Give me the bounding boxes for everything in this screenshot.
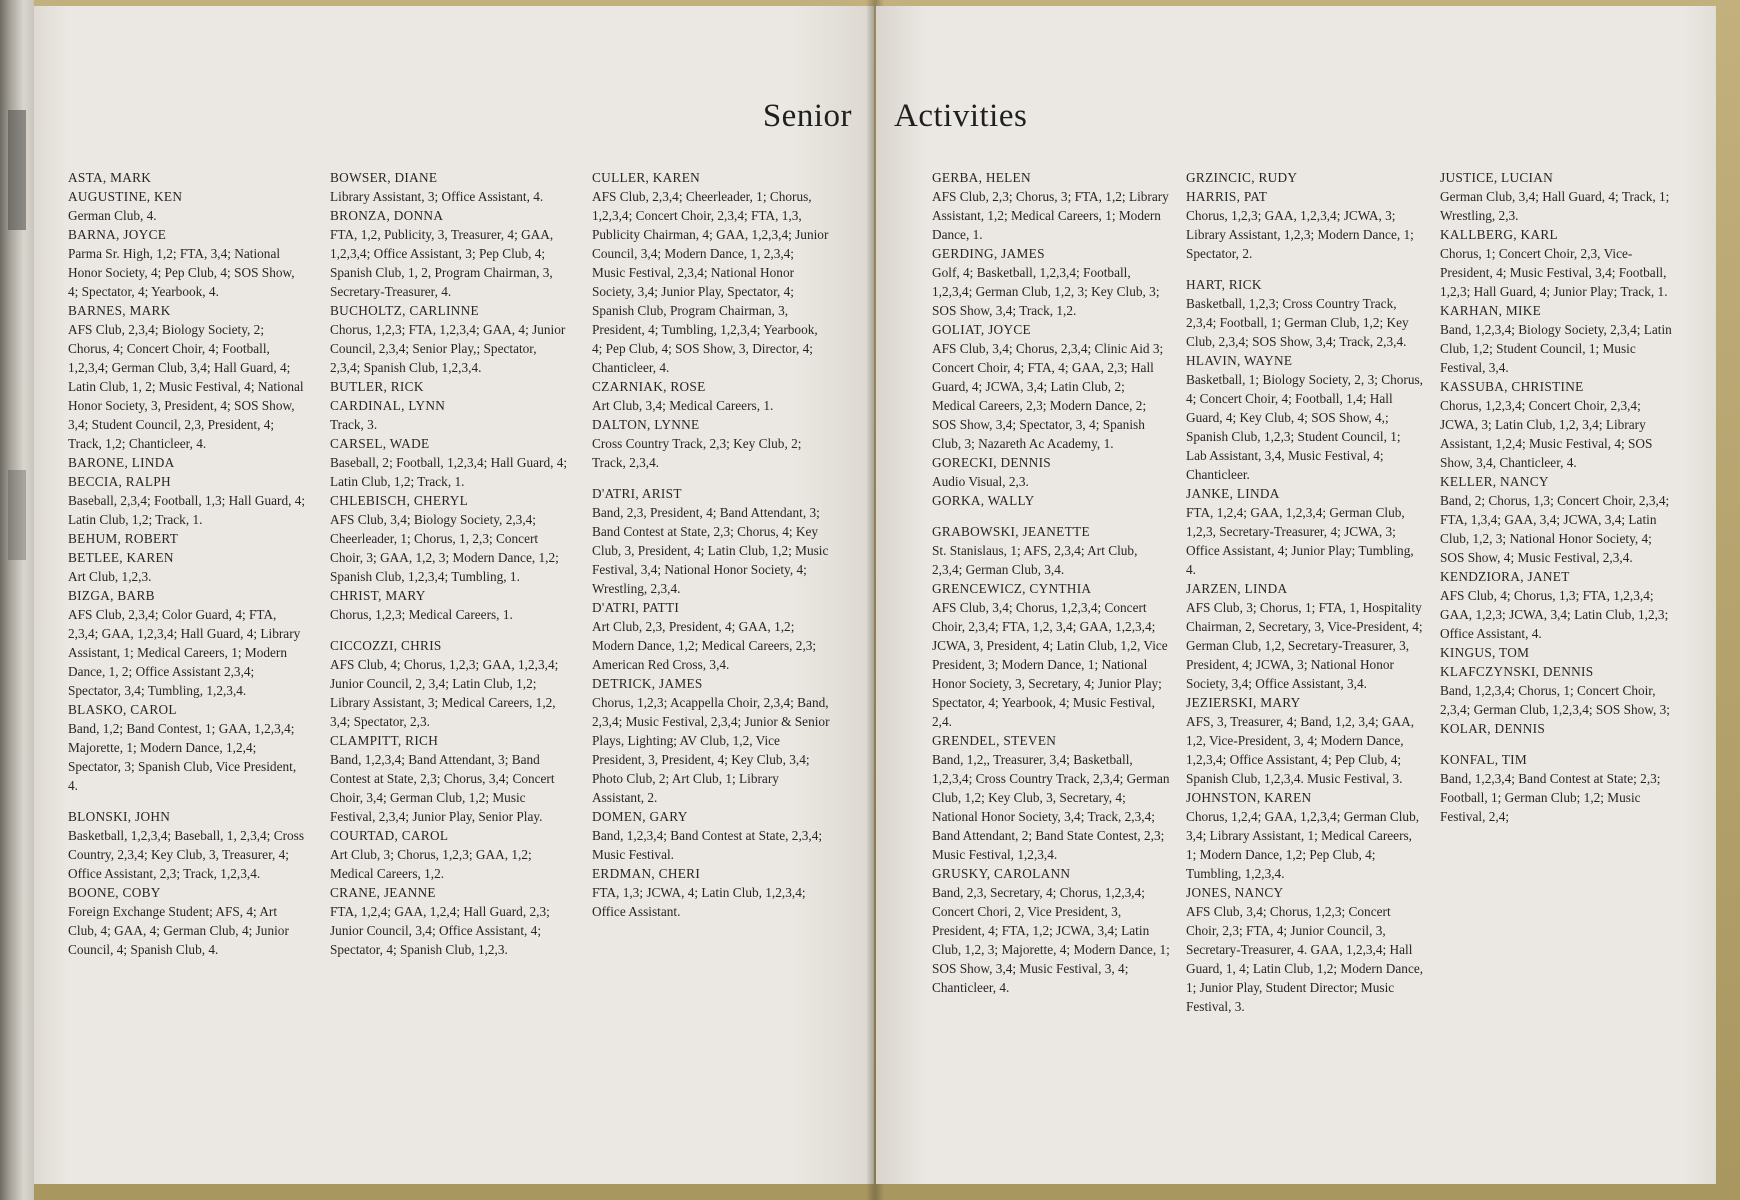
- senior-activities: AFS Club, 2,3,4; Cheerleader, 1; Chorus, 1,2,3,4; Concert Choir, 2,3,4; FTA, 1,3, Publicity Chairman, 4; GAA, 1,2,3,4; Junior Council, 3,4; Modern Dance, 1, 2,3,4; Music Festival, 2,3,4; National Honor Society, 3,4; Junior Play, Spectator, 4; Spanish Club, Program Chairman, 3, President, 4; Tumbling, 1,2,3,4; Yearbook, 4; Pep Club, 4; SOS Show, 3, Director, 4; Chanticleer, 4.: [592, 189, 829, 375]
- senior-activities: AFS Club, 3,4; Biology Society, 2,3,4; Cheerleader, 1; Chorus, 1, 2,3; Concert Choir, 3; GAA, 1,2, 3; Modern Dance, 1,2; Spanish Club, 1,2,3,4; Tumbling, 1.: [330, 512, 559, 584]
- entry-spacer: [592, 472, 830, 484]
- column-4: [932, 168, 1170, 997]
- senior-activities: Band, 1,2,3,4; Band Contest at State; 2,3; Football, 1; German Club; 1,2; Music Festival, 2,4;: [1440, 771, 1661, 824]
- senior-entry: [68, 700, 306, 795]
- senior-name: GOLIAT, JOYCE: [932, 322, 1031, 337]
- senior-entry: [68, 187, 306, 225]
- senior-entry: [330, 434, 568, 491]
- senior-entry: [1440, 662, 1678, 719]
- senior-entry: [330, 826, 568, 883]
- senior-entry: [1440, 168, 1678, 225]
- senior-name: JUSTICE, LUCIAN: [1440, 170, 1554, 185]
- senior-name: BARONE, LINDA: [68, 455, 175, 470]
- senior-activities: Baseball, 2,3,4; Football, 1,3; Hall Guard, 4; Latin Club, 1,2; Track, 1.: [68, 493, 306, 527]
- entry-spacer: [1440, 738, 1678, 750]
- senior-name: BLONSKI, JOHN: [68, 809, 171, 824]
- senior-activities: Art Club, 3,4; Medical Careers, 1.: [592, 398, 774, 413]
- senior-entry: [1186, 788, 1424, 883]
- senior-name: BLASKO, CAROL: [68, 702, 177, 717]
- senior-name: GRABOWSKI, JEANETTE: [932, 524, 1090, 539]
- senior-activities: Art Club, 1,2,3.: [68, 569, 152, 584]
- senior-entry: [1186, 883, 1424, 1016]
- column-6: [1440, 168, 1678, 826]
- column-2: [330, 168, 568, 959]
- senior-name: BUTLER, RICK: [330, 379, 424, 394]
- senior-entry: [68, 301, 306, 453]
- senior-entry: [68, 586, 306, 700]
- senior-name: KONFAL, TIM: [1440, 752, 1528, 767]
- senior-entry: [330, 491, 568, 586]
- entry-spacer: [68, 795, 306, 807]
- senior-name: BOWSER, DIANE: [330, 170, 438, 185]
- senior-name: DOMEN, GARY: [592, 809, 688, 824]
- senior-activities: Basketball, 1,2,3; Cross Country Track, 2,3,4; Football, 1; German Club, 1,2; Key Club, 2,3,4; SOS Show, 3,4; Track, 2,3,4.: [1186, 296, 1409, 349]
- senior-entry: [1186, 579, 1424, 693]
- senior-name: GORECKI, DENNIS: [932, 455, 1051, 470]
- senior-name: HARRIS, PAT: [1186, 189, 1268, 204]
- senior-activities: FTA, 1,2,4; GAA, 1,2,4; Hall Guard, 2,3; Junior Council, 3,4; Office Assistant, 4; Spectator, 4; Spanish Club, 1,2,3.: [330, 904, 550, 957]
- senior-name: KALLBERG, KARL: [1440, 227, 1558, 242]
- senior-entry: [932, 579, 1170, 731]
- column-5: [1186, 168, 1424, 1016]
- senior-activities: Band, 2; Chorus, 1,3; Concert Choir, 2,3,4; FTA, 1,3,4; GAA, 3,4; JCWA, 3,4; Latin Club, 1,2, 3; National Honor Society, 4; SOS Show, 4; Music Festival, 2,3,4.: [1440, 493, 1670, 565]
- senior-name: ASTA, MARK: [68, 170, 152, 185]
- senior-entry: [1186, 693, 1424, 788]
- senior-name: BECCIA, RALPH: [68, 474, 171, 489]
- senior-entry: [932, 522, 1170, 579]
- senior-entry: [68, 472, 306, 529]
- senior-activities: Library Assistant, 3; Office Assistant, 4.: [330, 189, 544, 204]
- senior-entry: [1440, 719, 1678, 738]
- senior-activities: Chorus, 1,2,3; Medical Careers, 1.: [330, 607, 513, 622]
- senior-activities: FTA, 1,2,4; GAA, 1,2,3,4; German Club, 1,2,3, Secretary-Treasurer, 4; JCWA, 3; Office Assistant, 4; Junior Play; Tumbling, 4.: [1186, 505, 1414, 577]
- senior-entry: [68, 883, 306, 959]
- senior-activities: Chorus, 1,2,3; FTA, 1,2,3,4; GAA, 4; Junior Council, 2,3,4; Senior Play,; Spectator, 2,3,4; Spanish Club, 1,2,3,4.: [330, 322, 566, 375]
- senior-name: CHRIST, MARY: [330, 588, 426, 603]
- senior-name: KARHAN, MIKE: [1440, 303, 1542, 318]
- senior-activities: Basketball, 1; Biology Society, 2, 3; Chorus, 4; Concert Choir, 4; Football, 1,4; Hall Guard, 4; Key Club, 4; SOS Show, 4,; Spanish Club, 1,2,3; Student Council, 1; Lab Assistant, 3,4, Music Festival, 4; Chanticleer.: [1186, 372, 1423, 482]
- senior-name: KLAFCZYNSKI, DENNIS: [1440, 664, 1594, 679]
- senior-name: JONES, NANCY: [1186, 885, 1284, 900]
- senior-entry: [932, 864, 1170, 997]
- senior-activities: Parma Sr. High, 1,2; FTA, 3,4; National Honor Society, 4; Pep Club, 4; SOS Show, 4; Spectator, 4; Yearbook, 4.: [68, 246, 295, 299]
- senior-activities: Band, 1,2; Band Contest, 1; GAA, 1,2,3,4; Majorette, 1; Modern Dance, 1,2,4; Spectator, 3; Spanish Club, Vice President, 4.: [68, 721, 297, 793]
- senior-name: CARSEL, WADE: [330, 436, 430, 451]
- senior-name: KINGUS, TOM: [1440, 645, 1530, 660]
- senior-name: BETLEE, KAREN: [68, 550, 174, 565]
- senior-activities: AFS Club, 2,3; Chorus, 3; FTA, 1,2; Library Assistant, 1,2; Medical Careers, 1; Modern Dance, 1.: [932, 189, 1169, 242]
- senior-activities: Chorus, 1,2,3; Acappella Choir, 2,3,4; Band, 2,3,4; Music Festival, 2,3,4; Junior & Senior Plays, Lighting; AV Club, 1,2, Vice President, 3, President, 4; Key Club, 3,4; Photo Club, 2; Art Club, 1; Library Assistant, 2.: [592, 695, 830, 805]
- senior-activities: Chorus, 1,2,3,4; Concert Choir, 2,3,4; JCWA, 3; Latin Club, 1,2, 3,4; Library Assistant, 1,2,4; Music Festival, 4; SOS Show, 3,4, Chanticleer, 4.: [1440, 398, 1653, 470]
- senior-entry: [592, 807, 830, 864]
- senior-name: BOONE, COBY: [68, 885, 161, 900]
- senior-activities: Chorus, 1,2,4; GAA, 1,2,3,4; German Club, 3,4; Library Assistant, 1; Medical Careers, 1; Modern Dance, 1,2; Pep Club, 4; Tumbling, 1,2,3,4.: [1186, 809, 1420, 881]
- senior-entry: [68, 225, 306, 301]
- senior-activities: St. Stanislaus, 1; AFS, 2,3,4; Art Club, 2,3,4; German Club, 3,4.: [932, 543, 1138, 577]
- senior-name: KELLER, NANCY: [1440, 474, 1549, 489]
- senior-entry: [68, 453, 306, 472]
- senior-name: BARNES, MARK: [68, 303, 171, 318]
- senior-activities: Band, 2,3, Secretary, 4; Chorus, 1,2,3,4; Concert Chori, 2, Vice President, 3, President, 4; FTA, 1,2; JCWA, 3,4; Latin Club, 1,2, 3; Majorette, 4; Modern Dance, 1; SOS Show, 3,4; Music Festival, 3, 4; Chanticleer, 4.: [932, 885, 1170, 995]
- senior-name: JEZIERSKI, MARY: [1186, 695, 1301, 710]
- senior-name: JOHNSTON, KAREN: [1186, 790, 1312, 805]
- senior-entry: [330, 206, 568, 301]
- senior-name: D'ATRI, PATTI: [592, 600, 680, 615]
- senior-activities: Band, 1,2,, Treasurer, 3,4; Basketball, 1,2,3,4; Cross Country Track, 2,3,4; German Club, 1,2; Key Club, 3, Secretary, 4; National Honor Society, 3,4; Track, 2,3,4; Band Attendant, 2; Band State Contest, 2,3; Music Festival, 1,2,3,4.: [932, 752, 1170, 862]
- senior-name: BARNA, JOYCE: [68, 227, 167, 242]
- senior-name: GRENDEL, STEVEN: [932, 733, 1057, 748]
- senior-name: D'ATRI, ARIST: [592, 486, 682, 501]
- senior-entry: [932, 244, 1170, 320]
- senior-activities: Band, 1,2,3,4; Band Contest at State, 2,3,4; Music Festival.: [592, 828, 823, 862]
- senior-entry: [1186, 168, 1424, 187]
- senior-entry: [1440, 472, 1678, 567]
- senior-name: GORKA, WALLY: [932, 493, 1035, 508]
- senior-name: GERBA, HELEN: [932, 170, 1031, 185]
- senior-entry: [932, 453, 1170, 491]
- senior-entry: [1440, 225, 1678, 301]
- previous-page-edge: [0, 0, 34, 1200]
- senior-name: CULLER, KAREN: [592, 170, 701, 185]
- senior-name: GRENCEWICZ, CYNTHIA: [932, 581, 1092, 596]
- senior-entry: [68, 807, 306, 883]
- entry-spacer: [1186, 263, 1424, 275]
- senior-entry: [592, 415, 830, 472]
- senior-activities: FTA, 1,2, Publicity, 3, Treasurer, 4; GAA, 1,2,3,4; Office Assistant, 3; Pep Club, 4; Spanish Club, 1, 2, Program Chairman, 3, Secretary-Treasurer, 4.: [330, 227, 554, 299]
- senior-name: KENDZIORA, JANET: [1440, 569, 1570, 584]
- senior-activities: AFS Club, 3; Chorus, 1; FTA, 1, Hospitality Chairman, 2, Secretary, 3, Vice-President, 4; German Club, 1,2, Secretary-Treasurer, 3, President, 4; JCWA, 3; National Honor Society, 3,4; Office Assistant, 3,4.: [1186, 600, 1423, 691]
- entry-spacer: [330, 624, 568, 636]
- senior-entry: [592, 168, 830, 377]
- senior-name: COURTAD, CAROL: [330, 828, 449, 843]
- senior-entry: [68, 529, 306, 548]
- senior-name: BIZGA, BARB: [68, 588, 155, 603]
- senior-activities: Chorus, 1,2,3; GAA, 1,2,3,4; JCWA, 3; Library Assistant, 1,2,3; Modern Dance, 1; Spectator, 2.: [1186, 208, 1414, 261]
- column-3: [592, 168, 830, 921]
- left-page: [34, 6, 874, 1184]
- senior-activities: AFS Club, 3,4; Chorus, 2,3,4; Clinic Aid 3; Concert Choir, 4; FTA, 4; GAA, 2,3; Hall Guard, 4; JCWA, 3,4; Latin Club, 2; Medical Careers, 2,3; Modern Dance, 2; SOS Show, 3,4; Spectator, 3, 4; Spanish Club, 3; Nazareth Ac Academy, 1.: [932, 341, 1164, 451]
- senior-entry: [592, 598, 830, 674]
- senior-entry: [1186, 187, 1424, 263]
- senior-activities: AFS Club, 2,3,4; Color Guard, 4; FTA, 2,3,4; GAA, 1,2,3,4; Hall Guard, 4; Library Assistant, 1; Medical Careers, 1; Modern Dance, 1, 2; Office Assistant 2,3,4; Spectator, 3,4; Tumbling, 1,2,3,4.: [68, 607, 301, 698]
- senior-name: JARZEN, LINDA: [1186, 581, 1288, 596]
- senior-activities: Band, 1,2,3,4; Band Attendant, 3; Band Contest at State, 2,3; Chorus, 3,4; Concert Choir, 3,4; German Club, 1,2; Music Festival, 2,3,4; Junior Play, Senior Play.: [330, 752, 555, 824]
- photo-fragment: [8, 470, 26, 560]
- senior-entry: [1440, 643, 1678, 662]
- senior-name: BRONZA, DONNA: [330, 208, 444, 223]
- senior-entry: [330, 377, 568, 396]
- senior-activities: Band, 1,2,3,4; Biology Society, 2,3,4; Latin Club, 1,2; Student Council, 1; Music Festival, 3,4.: [1440, 322, 1672, 375]
- senior-entry: [592, 864, 830, 921]
- senior-entry: [330, 883, 568, 959]
- senior-name: KOLAR, DENNIS: [1440, 721, 1546, 736]
- senior-entry: [1440, 567, 1678, 643]
- senior-entry: [330, 586, 568, 624]
- column-1: [68, 168, 306, 959]
- senior-activities: AFS Club, 4; Chorus, 1,2,3; GAA, 1,2,3,4; Junior Council, 2, 3,4; Latin Club, 1,2; Library Assistant, 3; Medical Careers, 1,2, 3,4; Spectator, 2,3.: [330, 657, 559, 729]
- senior-activities: German Club, 3,4; Hall Guard, 4; Track, 1; Wrestling, 2,3.: [1440, 189, 1670, 223]
- senior-activities: Band, 2,3, President, 4; Band Attendant, 3; Band Contest at State, 2,3; Chorus, 4; Key Club, 3, President, 4; Latin Club, 1,2; Music Festival, 3,4; National Honor Society, 4; Wrestling, 2,3,4.: [592, 505, 829, 596]
- senior-name: CARDINAL, LYNN: [330, 398, 446, 413]
- senior-activities: Band, 1,2,3,4; Chorus, 1; Concert Choir, 2,3,4; German Club, 1,2,3,4; SOS Show, 3;: [1440, 683, 1670, 717]
- senior-activities: AFS Club, 4; Chorus, 1,3; FTA, 1,2,3,4; GAA, 1,2,3; JCWA, 3,4; Latin Club, 1,2,3; Office Assistant, 4.: [1440, 588, 1669, 641]
- senior-entry: [330, 396, 568, 434]
- senior-name: CICCOZZI, CHRIS: [330, 638, 442, 653]
- senior-entry: [330, 636, 568, 731]
- senior-name: CHLEBISCH, CHERYL: [330, 493, 469, 508]
- senior-entry: [932, 491, 1170, 510]
- photo-fragment: [8, 110, 26, 230]
- senior-name: DETRICK, JAMES: [592, 676, 703, 691]
- senior-entry: [592, 484, 830, 598]
- senior-entry: [330, 168, 568, 206]
- senior-activities: Audio Visual, 2,3.: [932, 474, 1029, 489]
- senior-entry: [330, 301, 568, 377]
- entry-spacer: [932, 510, 1170, 522]
- senior-entry: [1440, 750, 1678, 826]
- senior-entry: [592, 674, 830, 807]
- senior-name: ERDMAN, CHERI: [592, 866, 701, 881]
- senior-name: BUCHOLTZ, CARLINNE: [330, 303, 479, 318]
- senior-name: GRZINCIC, RUDY: [1186, 170, 1298, 185]
- senior-activities: Golf, 4; Basketball, 1,2,3,4; Football, 1,2,3,4; German Club, 1,2, 3; Key Club, 3; SOS Show, 3,4; Track, 1,2.: [932, 265, 1160, 318]
- senior-name: KASSUBA, CHRISTINE: [1440, 379, 1584, 394]
- senior-entry: [1186, 351, 1424, 484]
- senior-entry: [1186, 484, 1424, 579]
- right-page: [876, 6, 1716, 1184]
- senior-entry: [932, 731, 1170, 864]
- senior-name: JANKE, LINDA: [1186, 486, 1280, 501]
- senior-entry: [1186, 275, 1424, 351]
- page-title-right: Activities: [894, 98, 1028, 134]
- senior-name: HART, RICK: [1186, 277, 1262, 292]
- senior-entry: [592, 377, 830, 415]
- senior-name: HLAVIN, WAYNE: [1186, 353, 1293, 368]
- senior-activities: Track, 3.: [330, 417, 378, 432]
- senior-entry: [932, 168, 1170, 244]
- senior-entry: [68, 548, 306, 586]
- senior-activities: AFS Club, 3,4; Chorus, 1,2,3,4; Concert Choir, 2,3,4; FTA, 1,2, 3,4; GAA, 1,2,3,4; JCWA, 3, President, 4; Latin Club, 1,2, Vice President, 3; Modern Dance, 1; National Honor Society, 3, Secretary, 4; Junior Play; Spectator, 4; Yearbook, 4; Music Festival, 2,4.: [932, 600, 1168, 729]
- senior-entry: [1440, 301, 1678, 377]
- senior-activities: German Club, 4.: [68, 208, 157, 223]
- page-title-left: Senior: [762, 98, 852, 134]
- senior-activities: Baseball, 2; Football, 1,2,3,4; Hall Guard, 4; Latin Club, 1,2; Track, 1.: [330, 455, 568, 489]
- senior-activities: Art Club, 3; Chorus, 1,2,3; GAA, 1,2; Medical Careers, 1,2.: [330, 847, 532, 881]
- senior-activities: Cross Country Track, 2,3; Key Club, 2; Track, 2,3,4.: [592, 436, 802, 470]
- senior-activities: Chorus, 1; Concert Choir, 2,3, Vice-President, 4; Music Festival, 3,4; Football, 1,2,3; Hall Guard, 4; Junior Play; Track, 1.: [1440, 246, 1668, 299]
- senior-activities: AFS Club, 2,3,4; Biology Society, 2; Chorus, 4; Concert Choir, 4; Football, 1,2,3,4; German Club, 3,4; Hall Guard, 4; Latin Club, 1, 2; Music Festival, 4; National Honor Society, 3, President, 4; SOS Show, 3,4; Student Council, 2,3, President, 4; Track, 1,2; Chanticleer, 4.: [68, 322, 304, 451]
- senior-activities: Art Club, 2,3, President, 4; GAA, 1,2; Modern Dance, 1,2; Medical Careers, 2,3; American Red Cross, 3,4.: [592, 619, 817, 672]
- senior-name: CRANE, JEANNE: [330, 885, 436, 900]
- senior-activities: AFS Club, 3,4; Chorus, 1,2,3; Concert Choir, 2,3; FTA, 4; Junior Council, 3, Secretary-Treasurer, 4. GAA, 1,2,3,4; Hall Guard, 1, 4; Latin Club, 1,2; Modern Dance, 1; Junior Play, Student Director; Music Festival, 3.: [1186, 904, 1424, 1014]
- senior-entry: [330, 731, 568, 826]
- senior-activities: Basketball, 1,2,3,4; Baseball, 1, 2,3,4; Cross Country, 2,3,4; Key Club, 3, Treasurer, 4; Office Assistant, 2,3; Track, 1,2,3,4.: [68, 828, 305, 881]
- senior-name: DALTON, LYNNE: [592, 417, 700, 432]
- senior-activities: AFS, 3, Treasurer, 4; Band, 1,2, 3,4; GAA, 1,2, Vice-President, 3, 4; Modern Dance, 1,2,3,4; Office Assistant, 4; Pep Club, 4; Spanish Club, 1,2,3,4. Music Festival, 3.: [1186, 714, 1415, 786]
- senior-name: CZARNIAK, ROSE: [592, 379, 706, 394]
- senior-entry: [932, 320, 1170, 453]
- senior-name: CLAMPITT, RICH: [330, 733, 439, 748]
- senior-name: BEHUM, ROBERT: [68, 531, 179, 546]
- senior-activities: FTA, 1,3; JCWA, 4; Latin Club, 1,2,3,4; Office Assistant.: [592, 885, 806, 919]
- senior-name: GERDING, JAMES: [932, 246, 1045, 261]
- senior-activities: Foreign Exchange Student; AFS, 4; Art Club, 4; GAA, 4; German Club, 4; Junior Council, 4; Spanish Club, 4.: [68, 904, 289, 957]
- senior-entry: [68, 168, 306, 187]
- senior-name: AUGUSTINE, KEN: [68, 189, 183, 204]
- senior-entry: [1440, 377, 1678, 472]
- senior-name: GRUSKY, CAROLANN: [932, 866, 1071, 881]
